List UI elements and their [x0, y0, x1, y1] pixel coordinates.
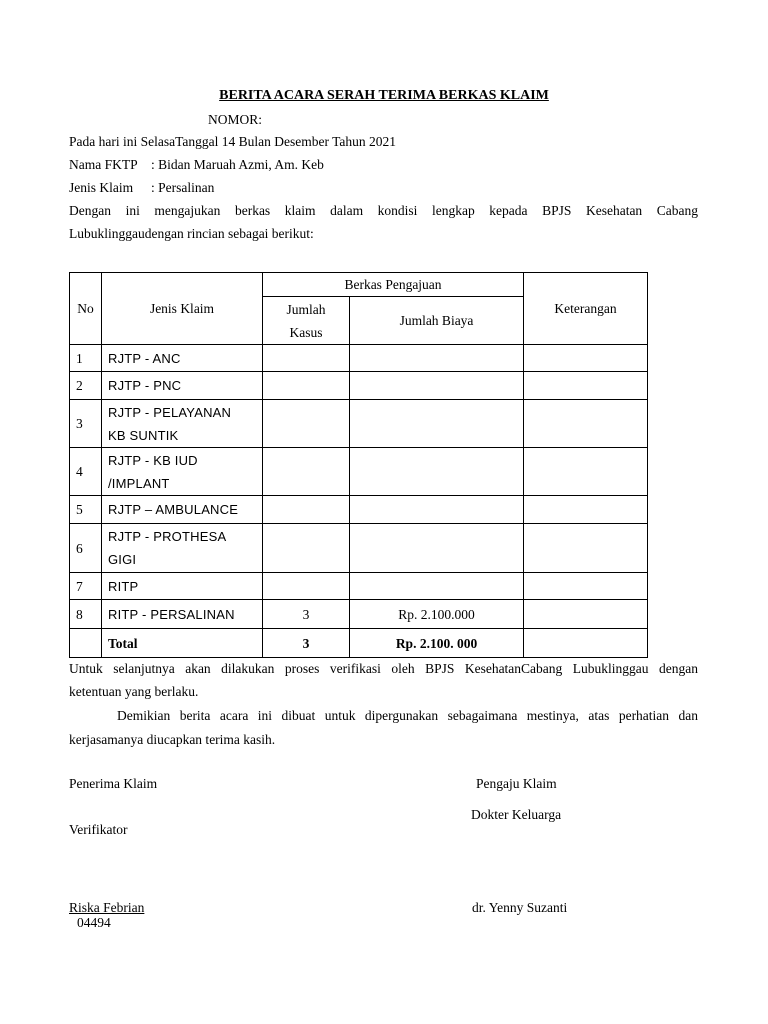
row-kasus: [263, 496, 350, 524]
row-no: 2: [70, 372, 102, 400]
row-biaya: [350, 524, 524, 573]
row-kasus: [263, 524, 350, 573]
total-kasus: 3: [263, 629, 350, 658]
dokter-keluarga-label: Dokter Keluarga: [471, 807, 562, 822]
header-jumlah-kasus-line1: Jumlah: [286, 301, 326, 317]
jenis-klaim-label: Jenis Klaim: [69, 180, 134, 195]
row-jenis-line1: RJTP - PROTHESA: [108, 529, 227, 544]
date-line: Pada hari ini SelasaTanggal 14 Bulan Desember Tahun 2021: [69, 134, 397, 149]
header-jumlah-kasus: [263, 297, 350, 345]
row-jenis-line1: RJTP - KB IUD: [108, 452, 198, 468]
row-kasus: [263, 573, 350, 600]
total-biaya: Rp. 2.100. 000: [350, 629, 524, 658]
header-jumlah-biaya: Jumlah Biaya: [350, 297, 524, 345]
closing-line-2: ketentuan yang berlaku.: [69, 684, 199, 699]
row-jenis: RJTP - ANC: [102, 345, 263, 372]
fktp-label: Nama FKTP: [69, 157, 138, 172]
header-jenis-klaim: Jenis Klaim: [102, 273, 263, 345]
verifikator-label: Verifikator: [69, 822, 128, 837]
row-jenis: [102, 400, 263, 448]
header-berkas-pengajuan: Berkas Pengajuan: [263, 273, 524, 297]
table-row: [70, 573, 648, 600]
row-keterangan: [524, 372, 648, 400]
fktp-value: : Bidan Maruah Azmi, Am. Keb: [151, 157, 324, 172]
row-jenis: RJTP - PNC: [102, 372, 263, 400]
row-biaya: Rp. 2.100.000: [350, 600, 524, 629]
row-jenis: [102, 448, 263, 496]
header-jumlah-kasus-line2: Kasus: [289, 324, 323, 340]
row-jenis: RJTP – AMBULANCE: [102, 496, 263, 524]
row-kasus: [263, 400, 350, 448]
row-biaya: [350, 400, 524, 448]
row-jenis: RITP - PERSALINAN: [102, 600, 263, 629]
row-jenis: RITP: [102, 573, 263, 600]
table-row: [70, 372, 648, 400]
jenis-klaim-value: : Persalinan: [151, 180, 215, 195]
row-no: 3: [70, 400, 102, 448]
table-row: [70, 400, 648, 448]
row-no: 8: [70, 600, 102, 629]
table-row: [70, 345, 648, 372]
row-keterangan: [524, 345, 648, 372]
row-no: 7: [70, 573, 102, 600]
row-biaya: [350, 372, 524, 400]
intro-line-2: Lubuklinggaudengan rincian sebagai berikut:: [69, 226, 314, 241]
claims-table: [69, 272, 648, 658]
row-biaya: [350, 448, 524, 496]
row-no: 5: [70, 496, 102, 524]
row-jenis-line2: GIGI: [108, 552, 137, 567]
total-label: Total: [102, 629, 263, 658]
row-kasus: [263, 448, 350, 496]
row-no: 4: [70, 448, 102, 496]
row-biaya: [350, 573, 524, 600]
row-biaya: [350, 496, 524, 524]
row-jenis-line1: RJTP - PELAYANAN: [108, 404, 232, 420]
total-no: [70, 629, 102, 658]
table-row: [70, 448, 648, 496]
header-keterangan: Keterangan: [524, 273, 648, 345]
table-row: [70, 600, 648, 629]
row-jenis-line2: KB SUNTIK: [108, 427, 179, 443]
table-row: [70, 524, 648, 573]
row-keterangan: [524, 600, 648, 629]
table-row: [70, 496, 648, 524]
row-keterangan: [524, 448, 648, 496]
row-no: 1: [70, 345, 102, 372]
pengaju-klaim-label: Pengaju Klaim: [476, 776, 557, 791]
total-keterangan: [524, 629, 648, 658]
row-keterangan: [524, 573, 648, 600]
penerima-klaim-label: Penerima Klaim: [69, 776, 158, 791]
row-biaya: [350, 345, 524, 372]
pengaju-name: dr. Yenny Suzanti: [472, 900, 568, 915]
row-jenis-line2: /IMPLANT: [108, 475, 170, 491]
closing-line-4: kerjasamanya diucapkan terima kasih.: [69, 732, 276, 747]
row-kasus: [263, 345, 350, 372]
intro-line-1: Dengan ini mengajukan berkas klaim dalam kondisi lengkap kepada BPJS Kesehatan Cabang: [69, 203, 698, 218]
penerima-name: Riska Febrian: [69, 900, 145, 915]
penerima-id: 04494: [77, 915, 111, 930]
total-row: [70, 629, 648, 658]
document-title: BERITA ACARA SERAH TERIMA BERKAS KLAIM: [219, 88, 549, 103]
row-kasus: 3: [263, 600, 350, 629]
closing-line-1: Untuk selanjutnya akan dilakukan proses verifikasi oleh BPJS KesehatanCabang Lubuklinggau dengan: [69, 661, 698, 676]
nomor-label: NOMOR:: [208, 112, 263, 127]
closing-line-3: Demikian berita acara ini dibuat untuk dipergunakan sebagaimana mestinya, atas perhatian dan: [117, 708, 698, 723]
row-kasus: [263, 372, 350, 400]
header-no: No: [70, 273, 102, 345]
row-jenis: [102, 524, 263, 573]
row-keterangan: [524, 524, 648, 573]
row-no: 6: [70, 524, 102, 573]
row-keterangan: [524, 496, 648, 524]
row-keterangan: [524, 400, 648, 448]
